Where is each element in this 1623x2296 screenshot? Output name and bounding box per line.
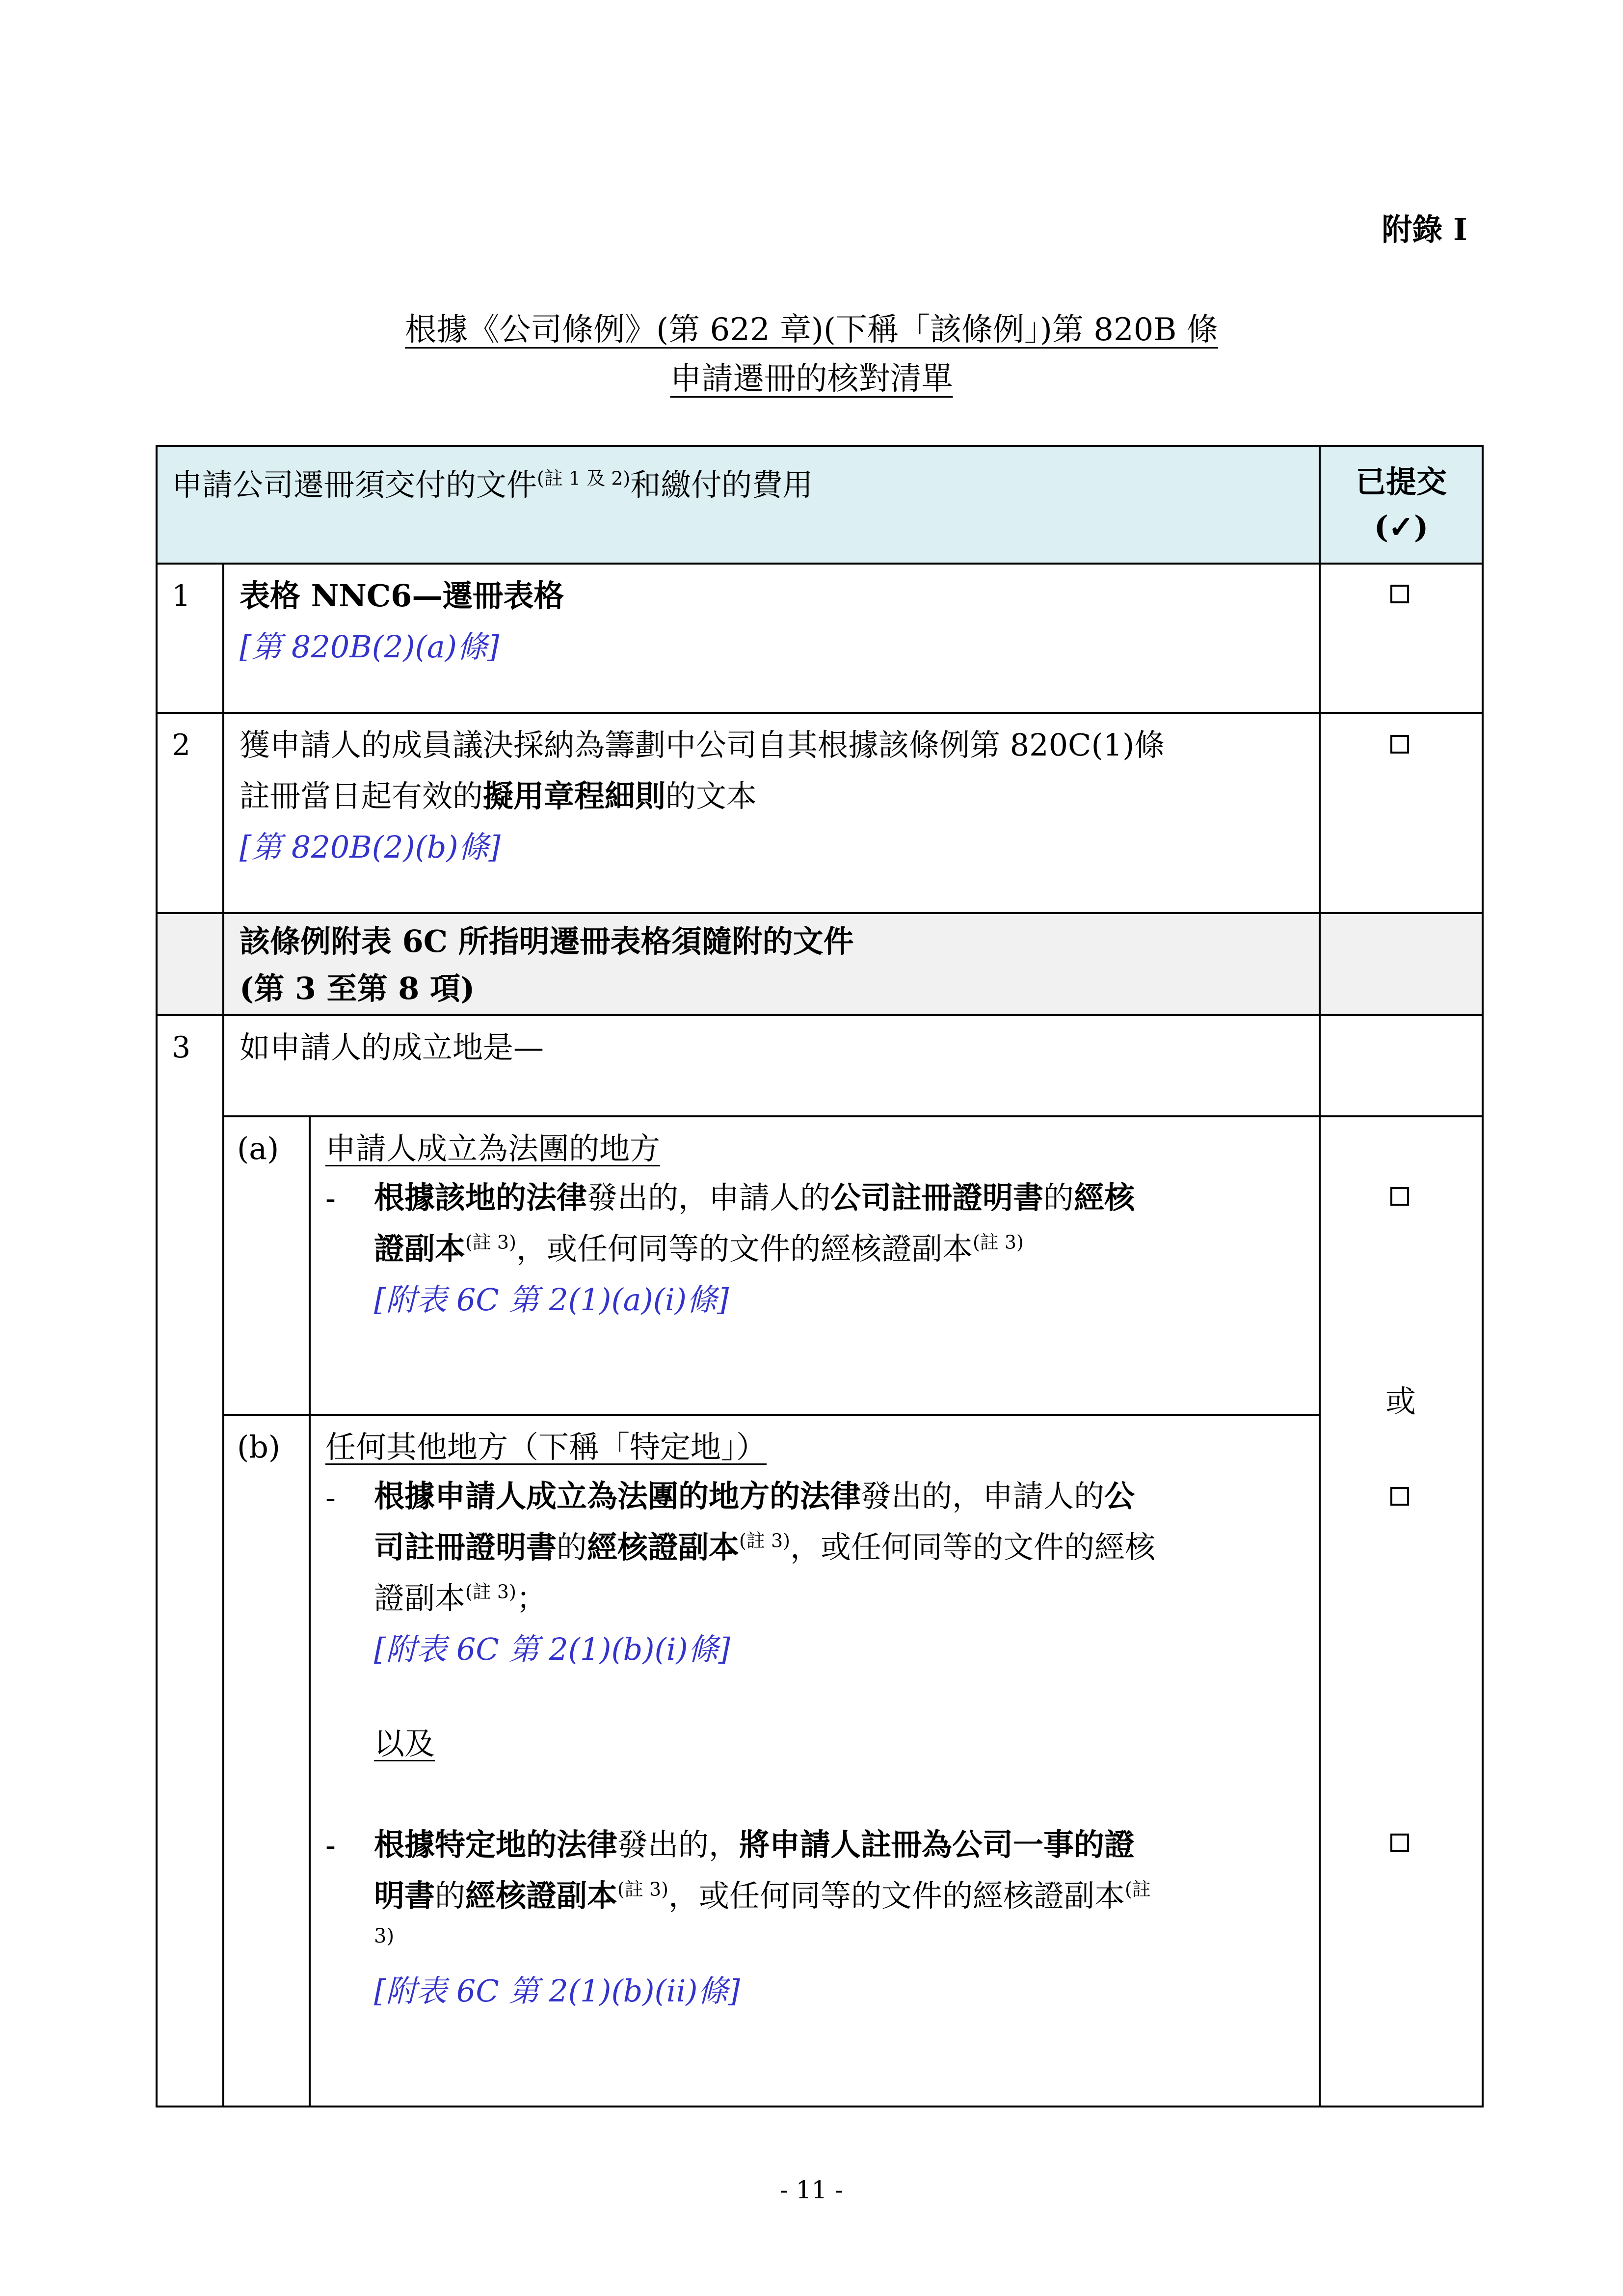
row3b-checkbox2[interactable] [1390, 1834, 1409, 1852]
section-heading: 該條例附表 6C 所指明遷冊表格須隨附的文件 (第 3 至第 8 項) [239, 923, 854, 1006]
row3-check-cell [1319, 1115, 1484, 2107]
or-label: 或 [1385, 1383, 1416, 1419]
row3b-item2: 根據特定地的法律發出的，將申請人註冊為公司一事的證 明書的經核證副本$^{(註 3)}$，或任何同等的文件的經核證副本$^{(註}$ 3) [附表 6C 第 2(1)(b)(ii)條] [374, 1827, 1151, 2009]
row2-number: 2 [172, 728, 191, 762]
row3-number: 3 [172, 1030, 191, 1065]
section-check-cell [1319, 912, 1484, 1016]
row3a-label: (a) [237, 1131, 279, 1166]
page-title-line2: 申請遷冊的核對清單 [670, 361, 953, 397]
row3a-item: 根據該地的法律發出的，申請人的公司註冊證明書的經核 證副本$^{(註 3)}$，或任何同等的文件的經核證副本$^{(註 3)}$ [附表 6C 第 2(1)(a)(i)條] [374, 1180, 1135, 1318]
row2-checkbox[interactable] [1390, 735, 1409, 754]
and-label: 以及 [374, 1726, 435, 1761]
row1-number: 1 [172, 579, 191, 613]
header-documents-text: 申請公司遷冊須交付的文件$^{(註 1 及 2)}$和繳付的費用 [172, 467, 813, 503]
row3b-label: (b) [237, 1429, 281, 1465]
row3a-checkbox[interactable] [1390, 1187, 1409, 1206]
appendix-label: 附錄 I [1382, 212, 1467, 247]
row3-number-cell [156, 1014, 224, 2107]
row2-content: 獲申請人的成員議決採納為籌劃中公司自其根據該條例第 820C(1)條 註冊當日起有效的擬用章程細則的文本 [第 820B(2)(b)條] [239, 727, 1165, 865]
page-number: - 11 - [779, 2176, 844, 2204]
row3-intro: 如申請人的成立地是— [239, 1029, 544, 1065]
section-number-cell [156, 912, 224, 1016]
row1-content: 表格 NNC6—遷冊表格 [第 820B(2)(a)條] [239, 578, 564, 665]
row3b-heading: 任何其他地方（下稱「特定地」） [325, 1429, 767, 1465]
row3b-item1: 根據申請人成立為法團的地方的法律發出的，申請人的公 司註冊證明書的經核證副本$^{(註 3)}$，或任何同等的文件的經核 證副本$^{(註 3)}$； [附表 6C 第 2(1)(b)(i)條] [374, 1478, 1155, 1667]
row3b-label-cell [222, 1414, 311, 2107]
row3b-dash2: - [325, 1827, 336, 1863]
row3a-heading: 申請人成立為法團的地方 [325, 1131, 661, 1166]
row3b-checkbox1[interactable] [1390, 1487, 1409, 1506]
row3b-dash1: - [325, 1480, 336, 1515]
page-title-line1: 根據《公司條例》(第 622 章)(下稱「該條例」)第 820B 條 [405, 312, 1218, 348]
row1-checkbox[interactable] [1390, 585, 1409, 603]
row3-intro-check-cell [1319, 1014, 1484, 1117]
header-submitted-text: 已提交 (✓) [1355, 464, 1447, 545]
row3a-dash: - [325, 1180, 336, 1216]
